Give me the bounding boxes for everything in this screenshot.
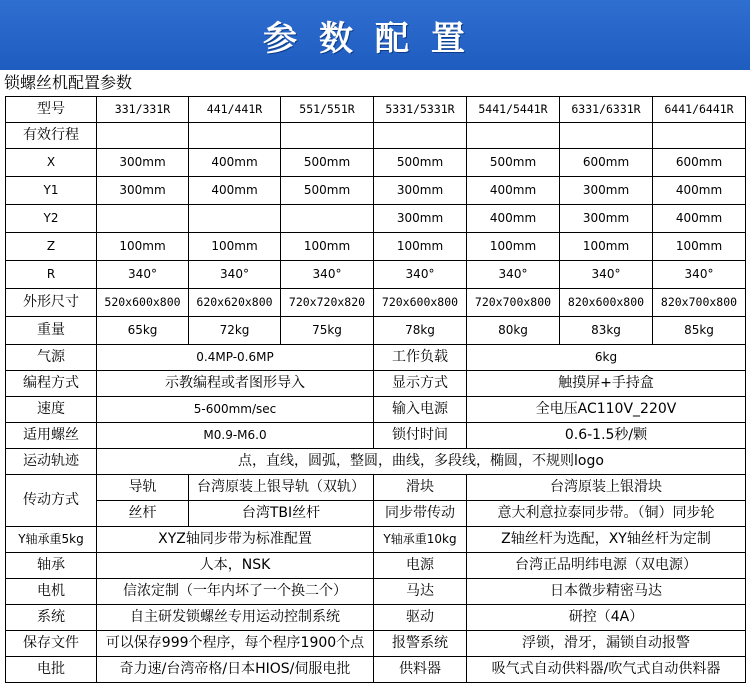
model-label: 型号 — [6, 97, 97, 123]
y-load10-value: Z轴丝杆为选配，XY轴丝杆为定制 — [467, 527, 746, 553]
stroke-cell: 340° — [374, 261, 467, 289]
stepper-value: 日本微步精密马达 — [467, 579, 746, 605]
programming-label: 编程方式 — [6, 371, 97, 397]
stroke-cell: 600mm — [653, 149, 746, 177]
stroke-label: 有效行程 — [6, 123, 97, 149]
bearing-value: 人本，NSK — [97, 553, 374, 579]
stroke-y1-row — [6, 177, 746, 205]
feeder-label: 供料器 — [374, 657, 467, 683]
bearing-label: 轴承 — [6, 553, 97, 579]
axis-z-label: Z — [6, 233, 97, 261]
drive-screw-row — [6, 501, 746, 527]
stroke-cell: 100mm — [467, 233, 560, 261]
weight-cell: 75kg — [281, 317, 374, 345]
model-cell: 331/331R — [97, 97, 189, 123]
alarm-label: 报警系统 — [374, 631, 467, 657]
screw-label: 适用螺丝 — [6, 423, 97, 449]
stroke-cell: 600mm — [560, 149, 653, 177]
programming-row — [6, 371, 746, 397]
y-load10-label: Y轴承重10kg — [374, 527, 467, 553]
stroke-cell: 400mm — [653, 177, 746, 205]
dimension-cell: 820x700x800 — [653, 289, 746, 317]
stroke-cell: 300mm — [560, 177, 653, 205]
system-row — [6, 605, 746, 631]
track-row — [6, 449, 746, 475]
weight-cell: 72kg — [189, 317, 281, 345]
rail-value: 台湾原装上银导轨（双轨） — [189, 475, 374, 501]
model-cell: 5331/5331R — [374, 97, 467, 123]
save-value: 可以保存999个程序，每个程序1900个点 — [97, 631, 374, 657]
dimension-cell: 520x600x800 — [97, 289, 189, 317]
weight-cell: 80kg — [467, 317, 560, 345]
stroke-cell: 100mm — [189, 233, 281, 261]
belt-value: 意大利意拉泰同步带。（铜）同步轮 — [467, 501, 746, 527]
stroke-cell: 300mm — [374, 205, 467, 233]
stroke-cell: 300mm — [374, 177, 467, 205]
display-value: 触摸屏+手持盒 — [467, 371, 746, 397]
stroke-cell: 340° — [560, 261, 653, 289]
empty-cell — [189, 123, 281, 149]
load-label: 工作负载 — [374, 345, 467, 371]
stroke-header-row — [6, 123, 746, 149]
model-cell: 551/551R — [281, 97, 374, 123]
stroke-cell — [281, 205, 374, 233]
empty-cell — [97, 123, 189, 149]
stroke-cell: 400mm — [189, 177, 281, 205]
alarm-value: 浮锁，滑牙，漏锁自动报警 — [467, 631, 746, 657]
screwdriver-row — [6, 657, 746, 683]
stroke-cell: 300mm — [97, 149, 189, 177]
speed-value: 5-600mm/sec — [97, 397, 374, 423]
model-cell: 5441/5441R — [467, 97, 560, 123]
save-row — [6, 631, 746, 657]
slider-value: 台湾原装上银滑块 — [467, 475, 746, 501]
lock-time-label: 锁付时间 — [374, 423, 467, 449]
axis-y2-label: Y2 — [6, 205, 97, 233]
y-load-row — [6, 527, 746, 553]
weight-cell: 85kg — [653, 317, 746, 345]
track-value: 点，直线，圆弧，整圆，曲线，多段线，椭圆，不规则logo — [97, 449, 746, 475]
system-value: 自主研发锁螺丝专用运动控制系统 — [97, 605, 374, 631]
feeder-value: 吸气式自动供料器/吹气式自动供料器 — [467, 657, 746, 683]
dimension-cell: 720x600x800 — [374, 289, 467, 317]
stroke-cell: 340° — [467, 261, 560, 289]
spec-table — [5, 96, 746, 683]
empty-cell — [281, 123, 374, 149]
screwdriver-value: 奇力速/台湾帝格/日本HIOS/伺服电批 — [97, 657, 374, 683]
weight-row — [6, 317, 746, 345]
motor-label: 电机 — [6, 579, 97, 605]
motor-value: 信浓定制（一年内坏了一个换二个） — [97, 579, 374, 605]
programming-value: 示教编程或者图形导入 — [97, 371, 374, 397]
screwdriver-label: 电批 — [6, 657, 97, 683]
screw-value: M0.9-M6.0 — [97, 423, 374, 449]
empty-cell — [653, 123, 746, 149]
stroke-cell: 340° — [97, 261, 189, 289]
stroke-cell: 400mm — [189, 149, 281, 177]
motor-row — [6, 579, 746, 605]
header-banner — [0, 0, 750, 70]
air-value: 0.4MP-0.6MP — [97, 345, 374, 371]
power-input-label: 输入电源 — [374, 397, 467, 423]
dimension-cell: 820x600x800 — [560, 289, 653, 317]
axis-x-label: X — [6, 149, 97, 177]
stroke-cell: 400mm — [467, 177, 560, 205]
lock-time-value: 0.6-1.5秒/颗 — [467, 423, 746, 449]
speed-label: 速度 — [6, 397, 97, 423]
dimension-cell: 720x720x820 — [281, 289, 374, 317]
weight-cell: 78kg — [374, 317, 467, 345]
screw-rod-label: 丝杆 — [97, 501, 189, 527]
stroke-cell: 100mm — [560, 233, 653, 261]
rail-label: 导轨 — [97, 475, 189, 501]
drive-label: 传动方式 — [6, 475, 97, 527]
empty-cell — [467, 123, 560, 149]
display-label: 显示方式 — [374, 371, 467, 397]
dimension-cell: 620x620x800 — [189, 289, 281, 317]
psu-value: 台湾正品明纬电源（双电源） — [467, 553, 746, 579]
psu-label: 电源 — [374, 553, 467, 579]
drive-rail-row — [6, 475, 746, 501]
stroke-cell: 400mm — [467, 205, 560, 233]
table-caption: 锁螺丝机配置参数 — [4, 73, 133, 92]
screw-row — [6, 423, 746, 449]
driver-label: 驱动 — [374, 605, 467, 631]
stroke-cell: 340° — [189, 261, 281, 289]
bearing-row — [6, 553, 746, 579]
stroke-cell: 100mm — [97, 233, 189, 261]
model-cell: 441/441R — [189, 97, 281, 123]
dimension-cell: 720x700x800 — [467, 289, 560, 317]
air-label: 气源 — [6, 345, 97, 371]
model-row — [6, 97, 746, 123]
driver-value: 研控（4A） — [467, 605, 746, 631]
stroke-cell: 340° — [653, 261, 746, 289]
stroke-cell: 340° — [281, 261, 374, 289]
y-load5-value: XYZ轴同步带为标准配置 — [97, 527, 374, 553]
empty-cell — [374, 123, 467, 149]
system-label: 系统 — [6, 605, 97, 631]
power-input-value: 全电压AC110V_220V — [467, 397, 746, 423]
stroke-cell — [97, 205, 189, 233]
stroke-y2-row — [6, 205, 746, 233]
stroke-x-row — [6, 149, 746, 177]
stroke-cell: 400mm — [653, 205, 746, 233]
y-load5-label: Y轴承重5kg — [6, 527, 97, 553]
stroke-cell: 500mm — [281, 177, 374, 205]
stroke-cell: 300mm — [560, 205, 653, 233]
slider-label: 滑块 — [374, 475, 467, 501]
banner-title: 参数配置 — [263, 18, 487, 59]
speed-row — [6, 397, 746, 423]
model-cell: 6331/6331R — [560, 97, 653, 123]
track-label: 运动轨迹 — [6, 449, 97, 475]
dimensions-row — [6, 289, 746, 317]
screw-rod-value: 台湾TBI丝杆 — [189, 501, 374, 527]
stroke-cell — [189, 205, 281, 233]
dimensions-label: 外形尺寸 — [6, 289, 97, 317]
axis-r-label: R — [6, 261, 97, 289]
stroke-cell: 500mm — [467, 149, 560, 177]
stroke-cell: 100mm — [653, 233, 746, 261]
weight-cell: 65kg — [97, 317, 189, 345]
weight-cell: 83kg — [560, 317, 653, 345]
belt-label: 同步带传动 — [374, 501, 467, 527]
weight-label: 重量 — [6, 317, 97, 345]
stroke-cell: 100mm — [281, 233, 374, 261]
empty-cell — [560, 123, 653, 149]
load-value: 6kg — [467, 345, 746, 371]
stroke-cell: 300mm — [97, 177, 189, 205]
model-cell: 6441/6441R — [653, 97, 746, 123]
save-label: 保存文件 — [6, 631, 97, 657]
stroke-z-row — [6, 233, 746, 261]
stroke-cell: 500mm — [374, 149, 467, 177]
axis-y1-label: Y1 — [6, 177, 97, 205]
stroke-r-row — [6, 261, 746, 289]
stepper-label: 马达 — [374, 579, 467, 605]
stroke-cell: 500mm — [281, 149, 374, 177]
air-load-row — [6, 345, 746, 371]
stroke-cell: 100mm — [374, 233, 467, 261]
